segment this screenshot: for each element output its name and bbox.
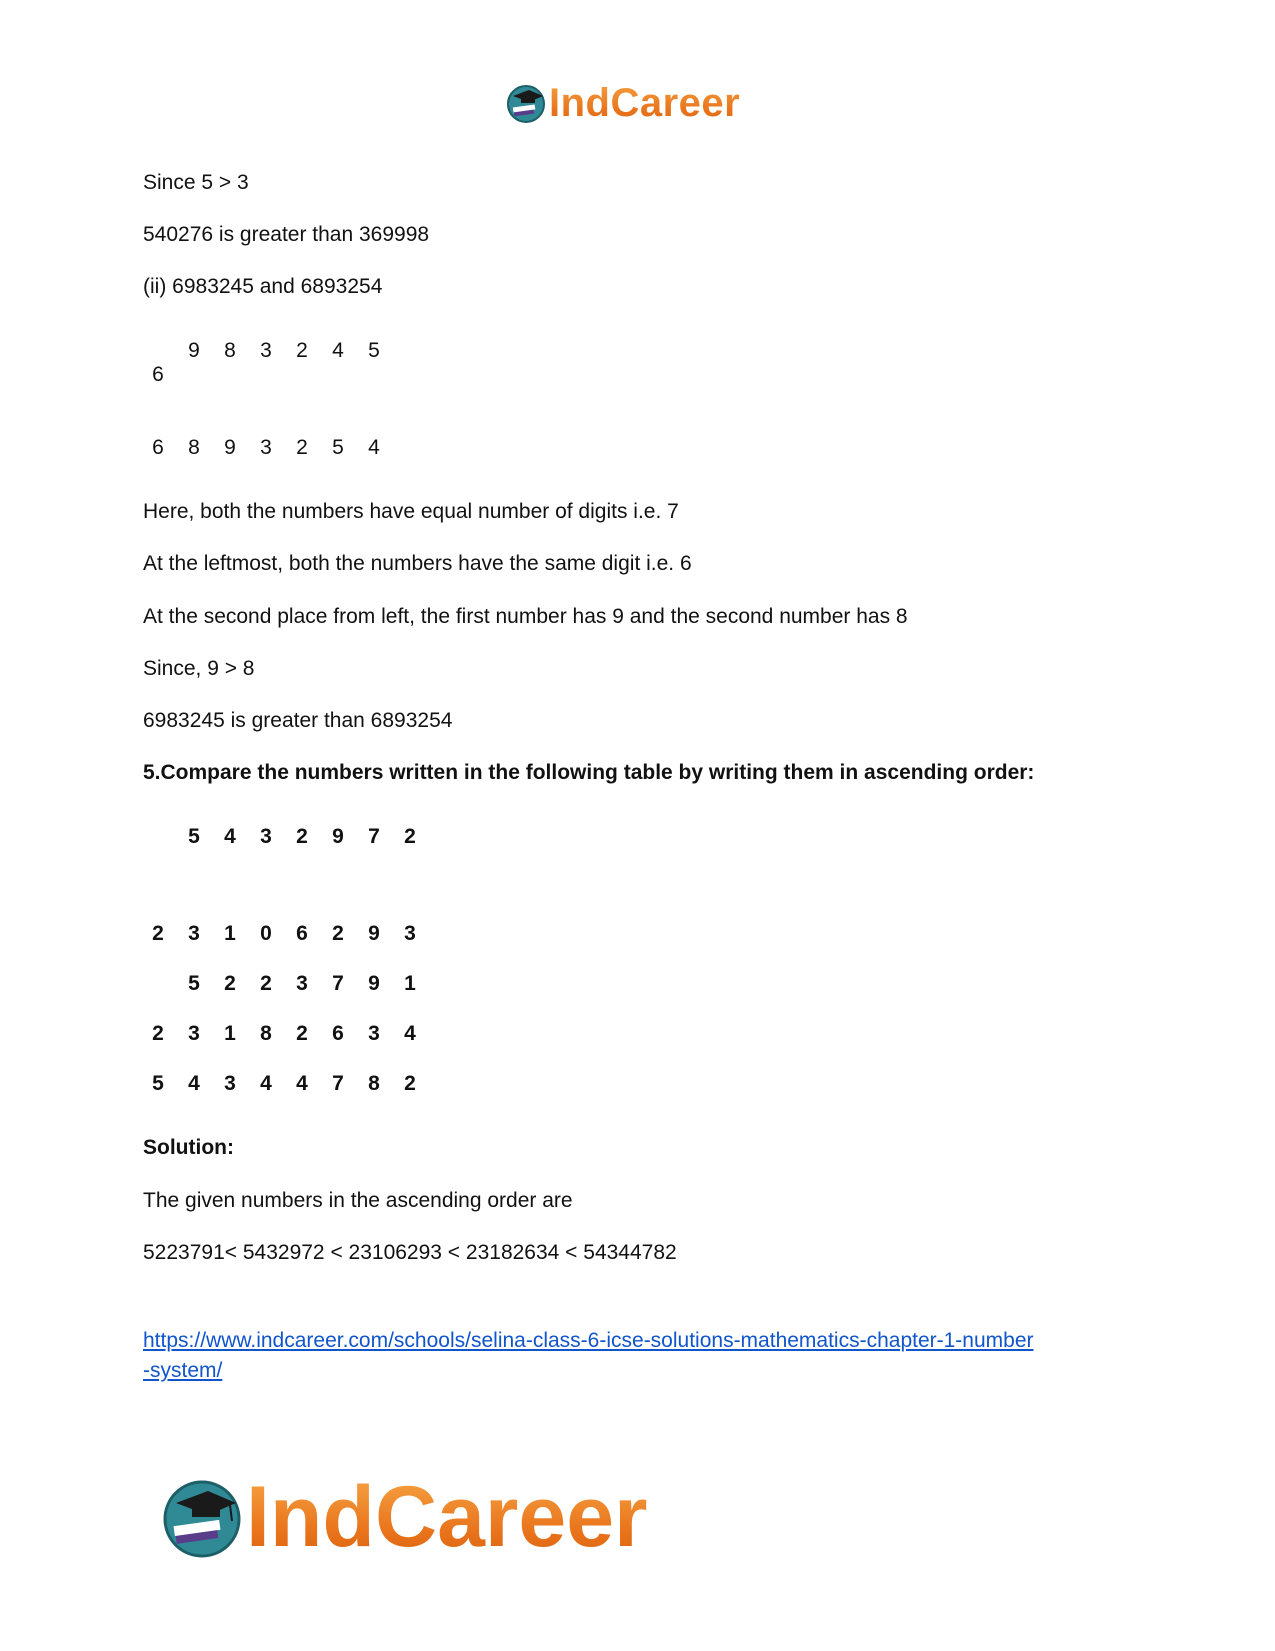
text-line: (ii) 6983245 and 6893254: [143, 275, 383, 298]
digit: 1: [404, 972, 416, 995]
digit: 2: [404, 825, 416, 848]
digit: 2: [152, 1022, 164, 1045]
digit: 3: [188, 1022, 200, 1045]
source-link-line1[interactable]: https://www.indcareer.com/schools/selina-class-6-icse-solutions-mathematics-chapter-1-number: [143, 1329, 1034, 1352]
digit: 5: [332, 436, 344, 459]
solution-answer: 5223791< 5432972 < 23106293 < 23182634 < 54344782: [143, 1241, 677, 1264]
table-row: [140, 921, 428, 947]
digit: 2: [296, 825, 308, 848]
digit: 4: [368, 436, 380, 459]
digit: 4: [404, 1022, 416, 1045]
digit: 2: [332, 922, 344, 945]
digit: 9: [188, 339, 200, 362]
table-row: [140, 1021, 428, 1047]
digit: 4: [224, 825, 236, 848]
graduation-cap-globe-icon: [505, 82, 547, 124]
digit: 4: [332, 339, 344, 362]
digit: 8: [188, 436, 200, 459]
digit: 6: [152, 363, 164, 386]
question-heading: 5.Compare the numbers written in the following table by writing them in ascending order:: [143, 761, 1035, 784]
digit: 2: [152, 922, 164, 945]
digit: 5: [152, 1072, 164, 1095]
digit: 3: [188, 922, 200, 945]
digit: 7: [332, 972, 344, 995]
digit-row-first-lead: [140, 362, 176, 388]
table-row: [176, 824, 428, 850]
digit: 6: [152, 436, 164, 459]
table-row: [140, 1071, 428, 1097]
source-link-line2[interactable]: -system/: [143, 1359, 223, 1382]
digit: 9: [368, 922, 380, 945]
digit: 1: [224, 1022, 236, 1045]
digit: 7: [332, 1072, 344, 1095]
digit-row-second: [140, 435, 392, 461]
digit: 4: [296, 1072, 308, 1095]
digit: 2: [296, 1022, 308, 1045]
logo-wordmark: IndCareer: [246, 1469, 648, 1565]
digit: 3: [260, 825, 272, 848]
footer-logo: [160, 1469, 648, 1565]
digit: 2: [260, 972, 272, 995]
digit: 5: [188, 972, 200, 995]
source-link[interactable]: [143, 1326, 1034, 1386]
digit: 7: [368, 825, 380, 848]
digit: 4: [188, 1072, 200, 1095]
digit: 5: [368, 339, 380, 362]
digit: 3: [260, 339, 272, 362]
graduation-cap-globe-icon: [160, 1475, 244, 1559]
text-line: At the leftmost, both the numbers have the same digit i.e. 6: [143, 552, 692, 575]
digit: 0: [260, 922, 272, 945]
digit: 6: [296, 922, 308, 945]
text-line: At the second place from left, the first number has 9 and the second number has 8: [143, 605, 908, 628]
digit: 3: [368, 1022, 380, 1045]
table-row: [176, 971, 428, 997]
text-line: 6983245 is greater than 6893254: [143, 709, 453, 732]
digit: 8: [224, 339, 236, 362]
digit: 1: [224, 922, 236, 945]
digit: 2: [404, 1072, 416, 1095]
digit: 2: [296, 436, 308, 459]
text-line: Here, both the numbers have equal number of digits i.e. 7: [143, 500, 679, 523]
logo-wordmark: IndCareer: [549, 78, 740, 128]
digit: 3: [404, 922, 416, 945]
digit-row-first: [176, 338, 392, 364]
digit: 9: [368, 972, 380, 995]
digit: 8: [260, 1022, 272, 1045]
digit: 9: [224, 436, 236, 459]
digit: 6: [332, 1022, 344, 1045]
solution-heading: Solution:: [143, 1136, 234, 1159]
header-logo: [505, 78, 740, 128]
digit: 3: [224, 1072, 236, 1095]
digit: 2: [224, 972, 236, 995]
digit: 8: [368, 1072, 380, 1095]
text-line: The given numbers in the ascending order are: [143, 1189, 573, 1212]
digit: 5: [188, 825, 200, 848]
digit: 2: [296, 339, 308, 362]
text-line: Since 5 > 3: [143, 171, 249, 194]
digit: 4: [260, 1072, 272, 1095]
text-line: 540276 is greater than 369998: [143, 223, 430, 246]
digit: 3: [296, 972, 308, 995]
digit: 9: [332, 825, 344, 848]
digit: 3: [260, 436, 272, 459]
text-line: Since, 9 > 8: [143, 657, 255, 680]
